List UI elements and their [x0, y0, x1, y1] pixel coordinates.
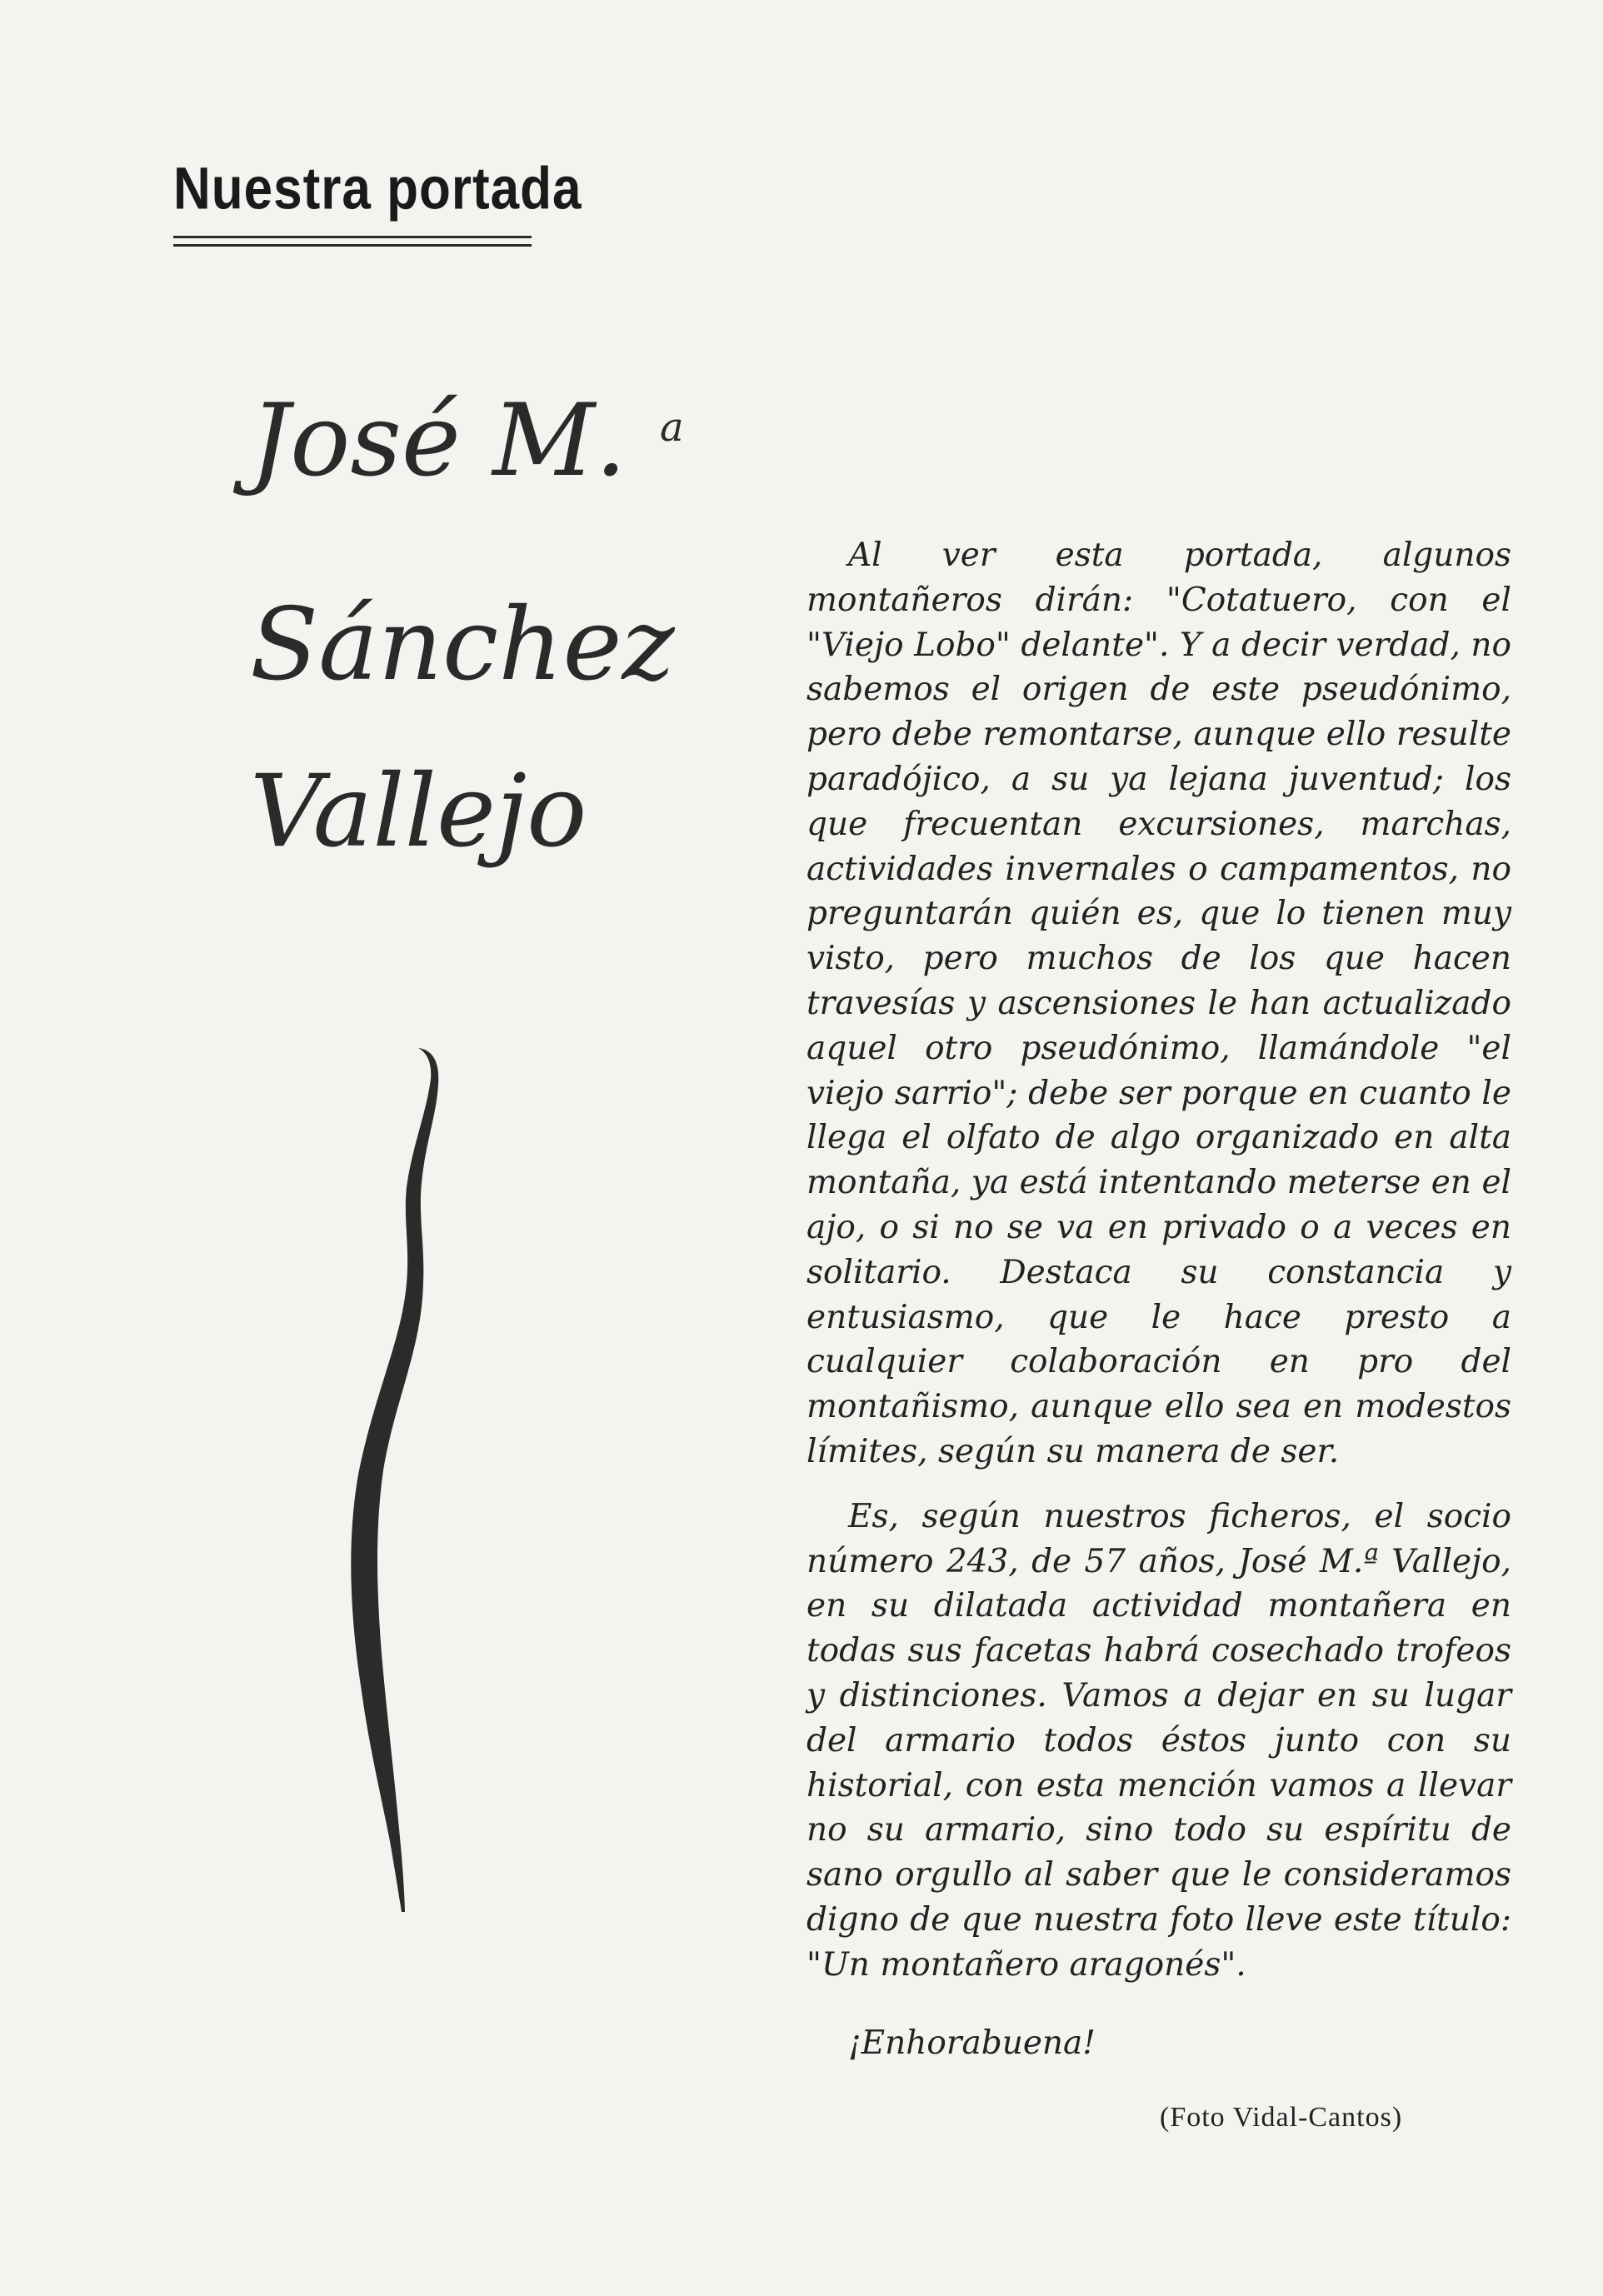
title-line-surname: Sánchez: [250, 587, 675, 703]
flourish-stroke: [351, 1048, 438, 1912]
article-closing: ¡Enhorabuena!: [848, 2024, 1096, 2062]
section-label: Nuestra portada: [173, 156, 582, 222]
section-underline: [173, 236, 532, 238]
article-paragraph: Es, según nuestros ficheros, el socio número 243, de 57 años, José M.ª Vallejo, en su dilatada actividad montañera en todas sus facetas habrá cosechado trofeos y distinciones. Vamos a dejar en su lugar del armario todos éstos junto con su historial, con esta mención vamos a llevar no su armario, sino todo su espíritu de sano orgullo al saber que le consideramos digno de que nuestra foto lleve este título: "Un montañero aragonés".: [806, 1497, 1511, 1984]
title-superscript: a: [660, 404, 684, 451]
section-double-underline: [173, 244, 532, 247]
calligraphic-flourish-icon: [325, 1041, 467, 1916]
article-body: [806, 533, 1511, 2085]
title-line-first-name: José M.: [250, 383, 627, 499]
title-line-second-surname: Vallejo: [250, 754, 587, 870]
photo-credit: (Foto Vidal-Cantos): [1160, 2102, 1403, 2133]
article-paragraph: Al ver esta portada, algunos montañeros dirán: "Cotatuero, con el "Viejo Lobo" delante". Y a decir verdad, no sabemos el origen de este pseudónimo, pero debe remontarse, aunque ello resulte paradójico, a su ya lejana juventud; los que frecuentan excursiones, marchas, actividades invernales o campamentos, no preguntarán quién es, que lo tienen muy visto, pero muchos de los que hacen travesías y ascensiones le han actualizado aquel otro pseudónimo, llamándole "el viejo sarrio"; debe ser porque en cuanto le llega el olfato de algo organizado en alta montaña, ya está intentando meterse en el ajo, o si no se va en privado o a veces en solitario. Destaca su constancia y entusiasmo, que le hace presto a cualquier colaboración en pro del montañismo, aunque ello sea en modestos límites, según su manera de ser.: [806, 537, 1511, 1470]
